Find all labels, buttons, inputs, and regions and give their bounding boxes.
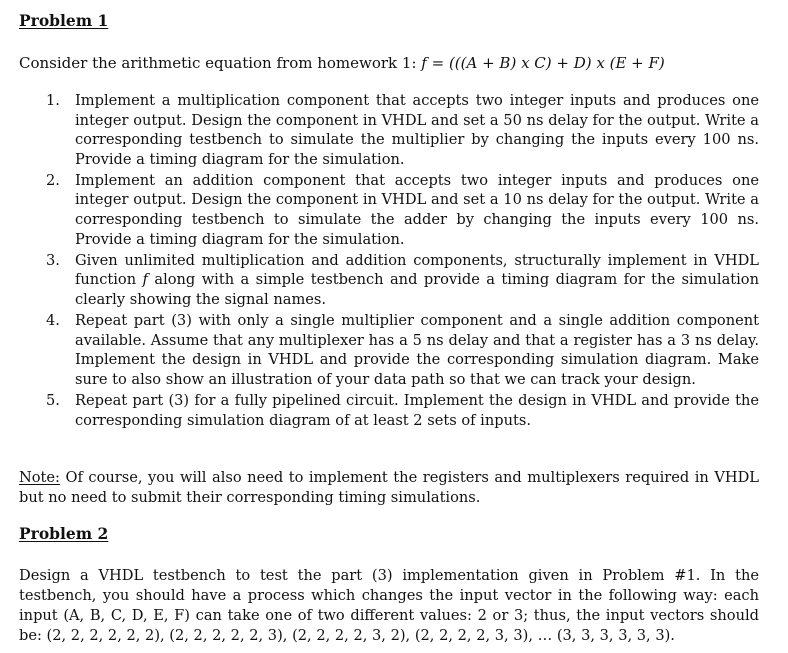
task-text: Repeat part (3) for a fully pipelined circuit. Implement the design in VHDL and provide the corresponding simulation diagram of at least 2 sets of inputs.: [75, 391, 759, 429]
function-symbol: f: [142, 271, 148, 289]
note-paragraph: [19, 468, 759, 508]
task-item-1: [19, 91, 759, 169]
note-label: Note:: [19, 469, 60, 486]
task-text-after: along with a simple testbench and provide a timing diagram for the simulation clearly showing the signal names.: [75, 271, 759, 308]
task-number: 2.: [46, 171, 60, 189]
task-item-2: [19, 171, 759, 249]
task-list: [19, 91, 759, 432]
task-number: 1.: [46, 92, 60, 109]
task-text-before: Given unlimited multiplication and addition components, structurally implement in VHDL function: [75, 251, 759, 289]
problem-2-heading: Problem 2: [19, 524, 109, 543]
task-item-3: [19, 251, 759, 310]
problem-1-intro: [19, 54, 665, 72]
task-text: Repeat part (3) with only a single multiplier component and a single addition component available. Assume that any multiplexer has a 5 ns delay and that a register has a 3 ns delay. Implement the design in VHDL and provide the corresponding simulation diagram. Make sure to also show an illustration of your data path so that we can track your design.: [75, 312, 759, 388]
task-item-5: [19, 391, 759, 430]
problem-2-body: Design a VHDL testbench to test the part (3) implementation given in Problem #1. In the testbench, you should have a process which changes the input vector in the following way: each input (A, B, C, D, E, F) can take one of two different values: 2 or 3; thus, the input vectors should be: (2, 2, 2, 2, 2, 2), (2, 2, 2, 2, 2, 3), (2, 2, 2, 2, 3, 2), (2, 2, 2, 2, 3, 3), … (3, 3, 3, 3, 3, 3).: [19, 567, 759, 644]
task-text: Implement a multiplication component that accepts two integer inputs and produces one integer output. Design the component in VHDL and set a 50 ns delay for the output. Write a corresponding testbench to simulate the multiplier by changing the inputs every 100 ns. Provide a timing diagram for the simulation.: [75, 92, 759, 168]
problem-1-heading: Problem 1: [19, 11, 109, 30]
task-item-4: [19, 311, 759, 389]
task-text: [75, 252, 759, 308]
task-number: 4.: [46, 312, 60, 330]
task-number: 5.: [46, 391, 60, 409]
note-text: Of course, you will also need to implement the registers and multiplexers required in VHDL but no need to submit their corresponding timing simulations.: [19, 469, 759, 506]
task-text: Implement an addition component that accepts two integer inputs and produces one integer output. Design the component in VHDL and set a 10 ns delay for the output. Write a corresponding testbench to simulate the adder by changing the inputs every 100 ns. Provide a timing diagram for the simulation.: [75, 171, 759, 248]
arithmetic-equation: f = (((A + B) x C) + D) x (E + F): [421, 54, 665, 72]
task-number: 3.: [46, 251, 60, 269]
intro-text: Consider the arithmetic equation from homework 1:: [19, 54, 422, 72]
